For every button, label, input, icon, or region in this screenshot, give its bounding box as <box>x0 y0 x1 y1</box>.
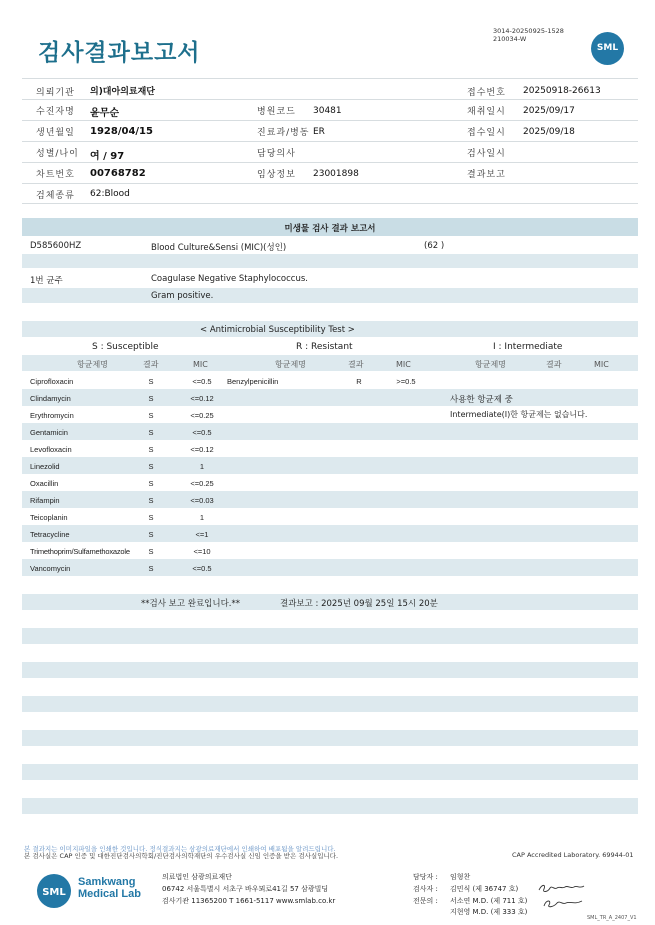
drug-result: S <box>148 394 154 403</box>
report-label: 결과보고 <box>467 170 506 180</box>
stripe <box>22 628 638 644</box>
drug-result: R <box>356 377 362 386</box>
drug-result: S <box>148 428 154 437</box>
drug-name: Teicoplanin <box>30 513 68 522</box>
drug-name: Benzylpenicillin <box>227 377 279 386</box>
drug-mic: >=0.5 <box>396 377 416 386</box>
drug-name: Vancomycin <box>30 564 71 573</box>
receipt-no-value: 20250918-26613 <box>523 86 601 96</box>
name-label: 수진자명 <box>36 107 75 117</box>
footer-note-cap: 본 검사실은 CAP 인증 및 대한진단검사의학회/진단검사의학재단의 우수검사실 신임 인증을 받은 검사실입니다. <box>24 852 339 860</box>
drug-name: Ciprofloxacin <box>30 377 74 386</box>
sex-age-label: 성별/나이 <box>36 149 79 159</box>
tester-name: 김민식 (제 36747 호) <box>450 885 519 893</box>
stripe <box>22 559 638 576</box>
stripe <box>22 254 638 268</box>
clinical-value: 23001898 <box>313 169 359 179</box>
receipt-date-value: 2025/09/18 <box>523 127 575 137</box>
intermediate-note-line1: 사용한 항균제 중 <box>450 395 513 405</box>
drug-result: S <box>148 513 154 522</box>
document-id-line1: 3014-20250925-1528 <box>493 27 564 35</box>
drug-result: S <box>148 377 154 386</box>
sex-age-value: 여 / 97 <box>90 151 125 162</box>
chart-label: 차트번호 <box>36 170 75 180</box>
report-time: 결과보고 : 2025년 09월 25일 15시 20분 <box>280 599 438 609</box>
receipt-date-label: 접수일시 <box>467 128 506 138</box>
drug-mic: <=0.03 <box>190 496 214 505</box>
org-name: 의료법인 삼광의료재단 <box>162 873 232 881</box>
form-code: SML_TR_A_2407_V1 <box>587 915 637 921</box>
report-complete: **검사 보고 완료입니다.** <box>141 599 241 609</box>
col-result-1: 결과 <box>143 360 159 369</box>
col-drug-3: 항균제명 <box>475 360 506 369</box>
drug-mic: <=0.25 <box>190 479 214 488</box>
receipt-no-label: 접수번호 <box>467 88 506 98</box>
dob-label: 생년월일 <box>36 128 75 138</box>
document-id <box>493 27 564 43</box>
drug-name: Rifampin <box>30 496 60 505</box>
drug-result: S <box>148 547 154 556</box>
manager-name: 임형찬 <box>450 873 471 881</box>
drug-mic: <=10 <box>193 547 211 556</box>
drug-mic: <=0.12 <box>190 445 214 454</box>
drug-mic: <=0.12 <box>190 394 214 403</box>
stripe <box>22 798 638 814</box>
col-mic-2: MIC <box>396 360 411 369</box>
institution-value: 의)대아의료재단 <box>90 87 155 97</box>
drug-result: S <box>148 479 154 488</box>
col-result-3: 결과 <box>546 360 562 369</box>
tester-label: 검사자 : <box>413 885 438 893</box>
drug-mic: 1 <box>199 462 205 471</box>
col-drug-2: 항균제명 <box>275 360 306 369</box>
stripe <box>22 491 638 508</box>
specialist-name-1: 서소연 M.D. (제 711 호) <box>450 897 528 905</box>
legend-susceptible: S : Susceptible <box>92 342 159 352</box>
drug-result: S <box>148 411 154 420</box>
col-result-2: 결과 <box>348 360 364 369</box>
org-contact: 검사기관 11365200 T 1661-5117 www.smlab.co.kr <box>162 897 336 905</box>
drug-mic: <=0.5 <box>192 564 212 573</box>
institution-label: 의뢰기관 <box>36 88 75 98</box>
divider <box>22 78 638 79</box>
divider <box>22 120 638 121</box>
stripe <box>22 389 638 406</box>
drug-result: S <box>148 496 154 505</box>
drug-name: Linezolid <box>30 462 60 471</box>
drug-mic: <=0.5 <box>192 428 212 437</box>
specimen-value: 62:Blood <box>90 189 130 199</box>
dob-value: 1928/04/15 <box>90 126 153 137</box>
divider <box>22 203 638 204</box>
drug-name: Erythromycin <box>30 411 74 420</box>
test-code: D585600HZ <box>30 241 82 251</box>
hospital-code-value: 30481 <box>313 106 342 116</box>
col-drug-1: 항균제명 <box>77 360 108 369</box>
svg-text:SML: SML <box>42 887 66 898</box>
stripe <box>22 662 638 678</box>
drug-mic: <=0.5 <box>192 377 212 386</box>
divider <box>22 99 638 100</box>
collect-date-value: 2025/09/17 <box>523 106 575 116</box>
col-mic-3: MIC <box>594 360 609 369</box>
org-address: 06742 서울특별시 서초구 바우뫼로41길 57 삼광빌딩 <box>162 885 329 893</box>
sml-logo: SML <box>591 32 624 65</box>
specimen-label: 검체종류 <box>36 191 75 201</box>
drug-result: S <box>148 445 154 454</box>
dept-value: ER <box>313 127 325 137</box>
cap-accreditation: CAP Accredited Laboratory. 69944-01 <box>512 851 634 859</box>
logo-line2: Medical Lab <box>78 888 141 900</box>
legend-resistant: R : Resistant <box>296 342 353 352</box>
stripe <box>22 730 638 746</box>
chart-value: 00768782 <box>90 168 146 179</box>
drug-mic: 1 <box>199 513 205 522</box>
legend-intermediate: I : Intermediate <box>493 342 563 352</box>
company-logo-text <box>78 876 141 900</box>
section-title: 미생물 검사 결과 보고서 <box>284 224 376 234</box>
drug-name: Clindamycin <box>30 394 71 403</box>
document-id-line2: 210034-W <box>493 35 527 43</box>
drug-name: Oxacillin <box>30 479 59 488</box>
clinical-label: 임상정보 <box>257 170 296 180</box>
stripe <box>22 457 638 474</box>
logo-line1: Samkwang <box>78 876 136 888</box>
signature-image <box>536 880 592 912</box>
drug-mic: <=0.25 <box>190 411 214 420</box>
drug-result: S <box>148 564 154 573</box>
name-value: 윤무순 <box>90 108 119 119</box>
drug-result: S <box>148 462 154 471</box>
col-mic-1: MIC <box>193 360 208 369</box>
divider <box>22 162 638 163</box>
samkwang-logo-icon <box>36 873 72 909</box>
divider <box>22 141 638 142</box>
dept-label: 진료과/병동 <box>257 128 310 138</box>
hospital-code-label: 병원코드 <box>257 107 296 117</box>
doctor-label: 담당의사 <box>257 149 296 159</box>
stripe <box>22 764 638 780</box>
drug-result: S <box>148 530 154 539</box>
stripe <box>22 423 638 440</box>
test-name: Blood Culture&Sensi (MIC)(성인) <box>151 243 287 253</box>
footer-note-image: 본 결과지는 이미지파일을 인쇄한 것입니다. 정식결과지는 삼광의료재단에서 인쇄하여 배포됨을 알려드립니다. <box>24 845 336 853</box>
drug-name: Gentamicin <box>30 428 68 437</box>
drug-mic: <=1 <box>195 530 209 539</box>
divider <box>22 183 638 184</box>
stripe <box>22 696 638 712</box>
drug-name: Tetracycline <box>30 530 70 539</box>
organism-gram: Gram positive. <box>151 291 214 301</box>
organism-label: 1번 균주 <box>30 276 63 286</box>
specialist-name-2: 지현영 M.D. (제 333 호) <box>450 908 528 916</box>
organism-name: Coagulase Negative Staphylococcus. <box>151 274 308 284</box>
drug-name: Levofloxacin <box>30 445 72 454</box>
manager-label: 담당자 : <box>413 873 438 881</box>
stripe <box>22 525 638 542</box>
page-title: 검사결과보고서 <box>38 40 201 66</box>
specialist-label: 전문의 : <box>413 897 438 905</box>
intermediate-note-line2: Intermediate(I)한 항균제는 없습니다. <box>450 410 588 419</box>
test-count: (62 ) <box>424 241 445 251</box>
collect-date-label: 채취일시 <box>467 107 506 117</box>
ast-title: < Antimicrobial Susceptibility Test > <box>200 325 355 335</box>
stripe <box>22 288 638 303</box>
drug-name: Trimethoprim/Sulfamethoxazole <box>30 547 130 556</box>
test-date-label: 검사일시 <box>467 149 506 159</box>
